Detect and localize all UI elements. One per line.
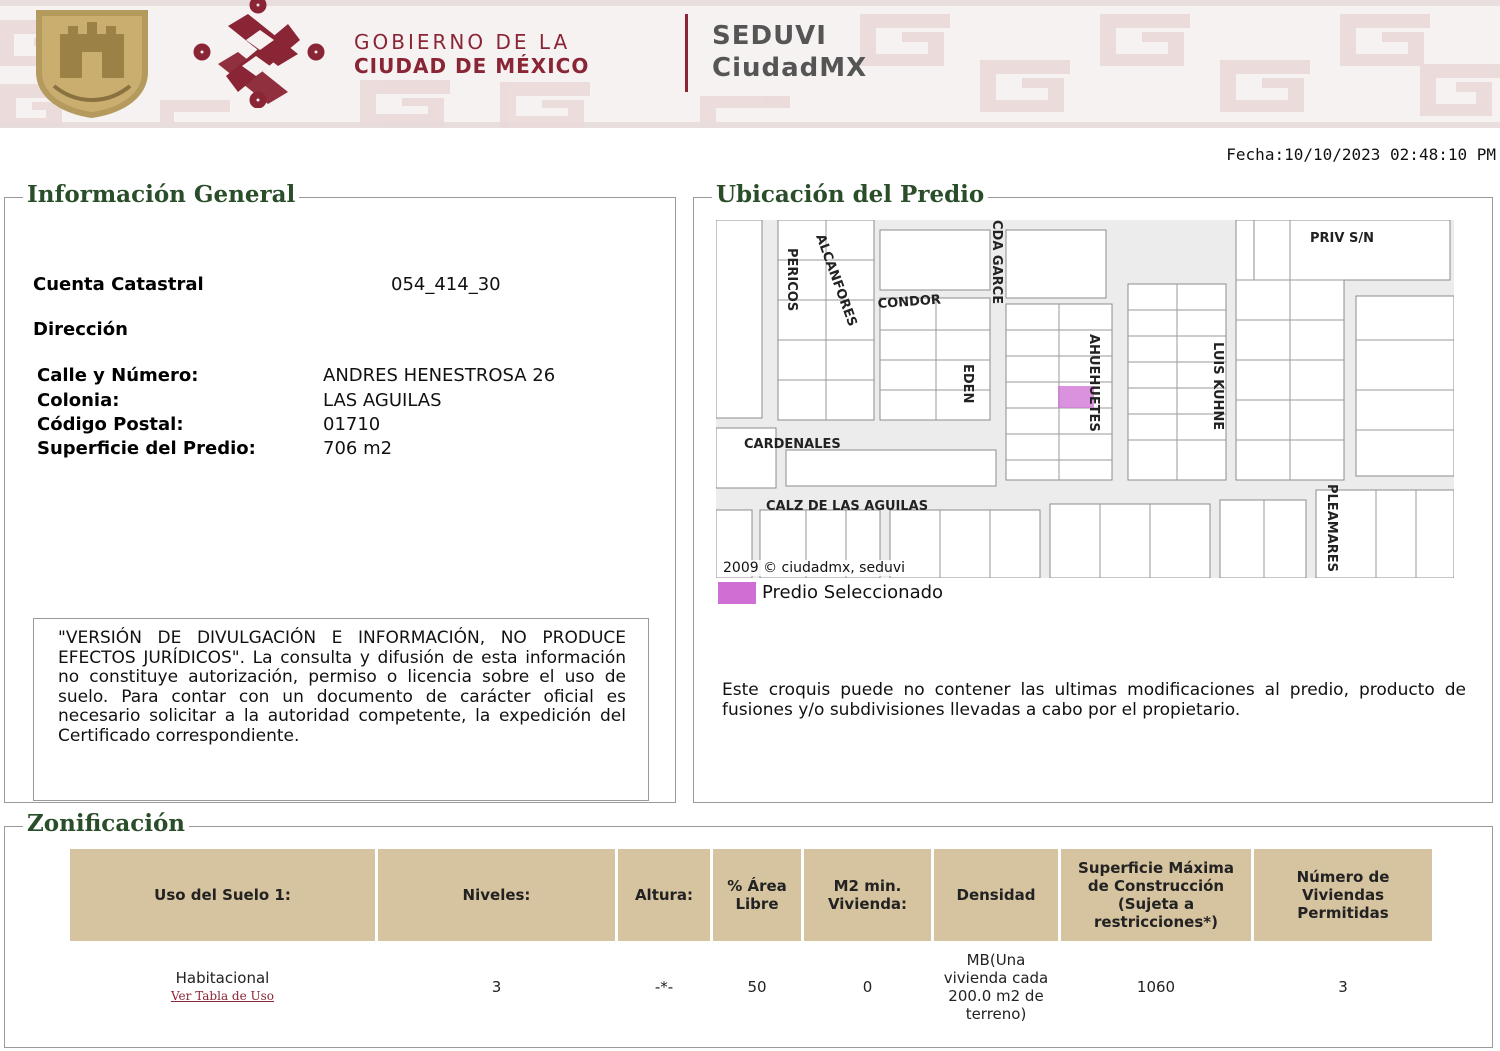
ver-tabla-uso-link[interactable]: Ver Tabla de Uso [170, 989, 275, 1003]
site-header [0, 0, 1500, 128]
uso-suelo-value: Habitacional [175, 969, 270, 987]
cell-niveles: 3 [491, 978, 502, 996]
fecha-timestamp: Fecha:10/10/2023 02:48:10 PM [1226, 145, 1496, 164]
street-luis-kuhne: LUIS KUHNE [1210, 342, 1225, 431]
zonificacion-legend: Zonificación [23, 810, 189, 837]
street-pericos: PERICOS [784, 248, 799, 312]
cell-superficie-maxima: 1060 [1136, 978, 1176, 996]
predio-legend-label: Predio Seleccionado [762, 582, 944, 603]
col-superficie-maxima: Superficie Máxima de Construcción (Sujeta a restricciones*) [1061, 849, 1251, 941]
seduvi-line1: SEDUVI [712, 21, 827, 51]
info-general-legend: Información General [23, 181, 299, 208]
calle-label: Calle y Número: [37, 365, 199, 386]
map-canvas [716, 220, 1454, 578]
escudo-cdmx-logo [30, 4, 154, 120]
map-credit: 2009 © ciudadmx, seduvi [720, 560, 908, 576]
gobierno-title [354, 30, 589, 78]
street-alcanfores: ALCANFORES [812, 232, 860, 329]
cell-numero-viviendas: 3 [1338, 978, 1348, 996]
superficie-label: Superficie del Predio: [37, 438, 256, 459]
codigo-postal-label: Código Postal: [37, 414, 184, 435]
street-cardenales: CARDENALES [744, 437, 841, 452]
ubicacion-fieldset [693, 181, 1493, 803]
street-condor: CONDOR [877, 292, 942, 312]
col-uso-suelo: Uso del Suelo 1: [70, 849, 375, 941]
seduvi-line2: CiudadMX [712, 53, 868, 83]
gobierno-line1: GOBIERNO DE LA [354, 30, 571, 54]
street-calz-aguilas: CALZ DE LAS AGUILAS [766, 499, 929, 514]
col-niveles: Niveles: [378, 849, 615, 941]
direccion-label: Dirección [33, 319, 128, 340]
street-priv-sn: PRIV S/N [1310, 231, 1374, 246]
cuenta-catastral-value: 054_414_30 [391, 274, 501, 295]
info-general-fieldset [4, 181, 676, 803]
col-densidad: Densidad [934, 849, 1058, 941]
predio-map[interactable] [716, 220, 1454, 578]
predio-legend-swatch [718, 582, 756, 604]
col-area-libre: % Área Libre [713, 849, 801, 941]
cell-area-libre: 50 [747, 978, 767, 996]
zonificacion-table [67, 849, 1435, 1033]
cuenta-catastral-label: Cuenta Catastral [33, 274, 204, 295]
header-divider [685, 14, 688, 92]
cdmx-knot-logo [188, 0, 328, 108]
zonificacion-fieldset [4, 810, 1493, 1048]
superficie-value: 706 m2 [323, 438, 393, 459]
cell-uso-suelo [70, 941, 375, 1033]
legal-disclaimer: "VERSIÓN DE DIVULGACIÓN E INFORMACIÓN, NO PRODUCE EFECTOS JURÍDICOS". La consulta y difusión de esta información no constituye autorización, permiso o licencia sobre el uso de suelo. Para contar con un documento de carácter oficial es necesario solicitar a la autoridad competente, la expedición del Certificado correspondiente. [33, 618, 649, 801]
street-cda-garce: CDA GARCE [989, 220, 1004, 305]
street-pleamares: PLEAMARES [1324, 484, 1339, 573]
table-row [70, 941, 1432, 1033]
cell-m2-min-vivienda: 0 [862, 978, 873, 996]
colonia-label: Colonia: [37, 390, 120, 411]
cell-altura: -*- [654, 978, 674, 996]
col-m2-min-vivienda: M2 min. Vivienda: [804, 849, 931, 941]
table-header-row [70, 849, 1432, 941]
gobierno-line2: CIUDAD DE MÉXICO [354, 54, 590, 78]
col-altura: Altura: [618, 849, 710, 941]
col-numero-viviendas: Número de Viviendas Permitidas [1254, 849, 1432, 941]
seduvi-title [712, 20, 867, 84]
colonia-value: LAS AGUILAS [323, 390, 442, 411]
street-eden: EDEN [960, 364, 975, 404]
codigo-postal-value: 01710 [323, 414, 381, 435]
calle-value: ANDRES HENESTROSA 26 [323, 365, 556, 386]
cell-densidad: MB(Una vivienda cada 200.0 m2 de terreno) [943, 951, 1049, 1023]
ubicacion-legend: Ubicación del Predio [712, 181, 988, 208]
croquis-note: Este croquis puede no contener las ultimas modificaciones al predio, producto de fusiones y/o subdivisiones llevadas a cabo por el propietario. [722, 680, 1466, 720]
street-ahuehuetes: AHUEHUETES [1086, 334, 1101, 432]
